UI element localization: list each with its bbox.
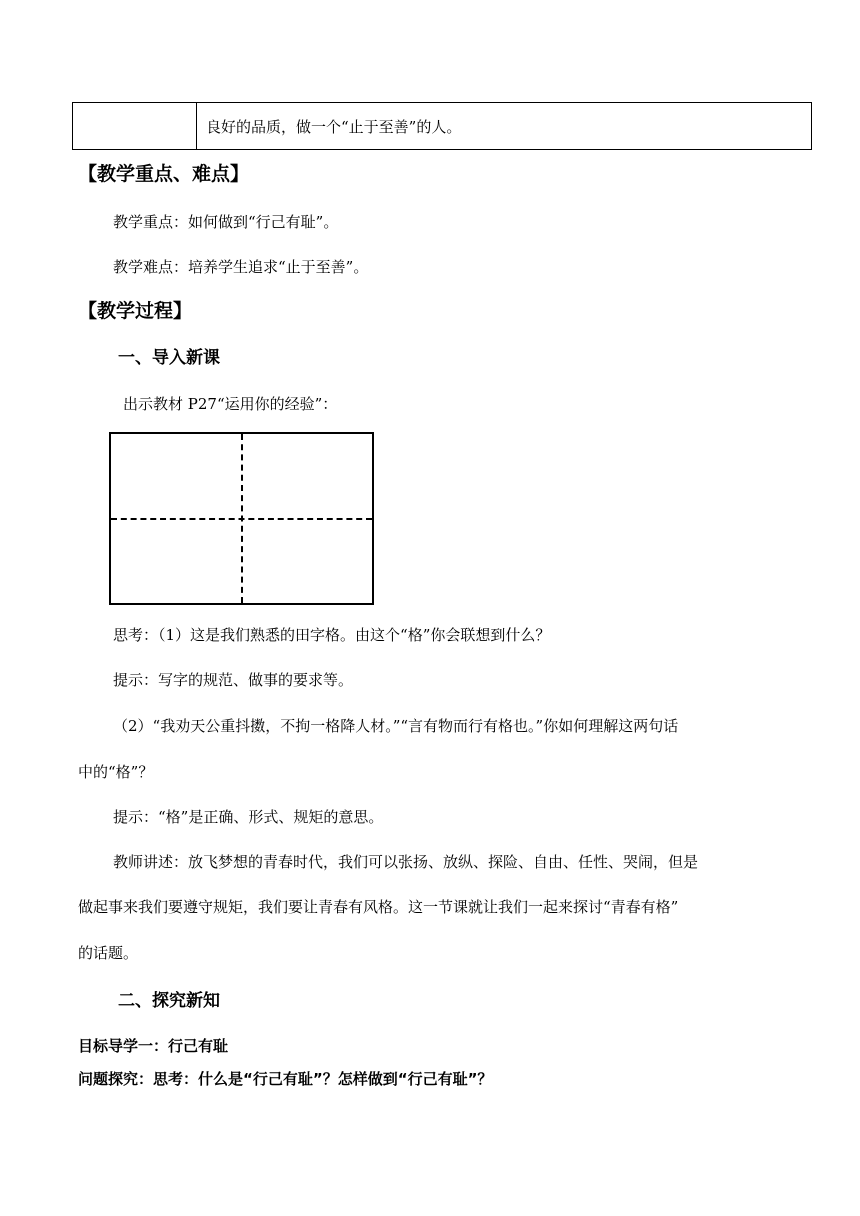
part1-intro: 出示教材 P27“运用你的经验”： — [123, 395, 338, 413]
hint-2: 提示：“格”是正确、形式、规矩的意思。 — [113, 808, 384, 826]
section-heading-focus: 【教学重点、难点】 — [78, 163, 250, 185]
think-question-1: 思考：（1）这是我们熟悉的田字格。由这个“格”你会联想到什么？ — [113, 626, 551, 644]
think-question-2-line2: 中的“格”？ — [78, 763, 154, 781]
table-content-cell: 良好的品质，做一个“止于至善”的人。 — [206, 118, 462, 136]
info-table — [72, 102, 812, 150]
teacher-narration-line2: 做起事来我们要遵守规矩，我们要让青春有风格。这一节课就让我们一起来探讨“青春有格” — [78, 898, 679, 916]
tianzige-grid-figure — [109, 432, 374, 605]
key-point-text: 教学重点：如何做到“行己有耻”。 — [113, 213, 339, 231]
table-label-cell — [73, 103, 197, 149]
teacher-narration-line3: 的话题。 — [78, 944, 139, 962]
section-heading-process: 【教学过程】 — [78, 300, 193, 322]
think-question-2-line1: （2）“我劝天公重抖擞，不拘一格降人材。”“言有物而行有格也。”你如何理解这两句话 — [113, 717, 679, 735]
part2-title: 二、探究新知 — [118, 991, 220, 1011]
teacher-narration-line1: 教师讲述：放飞梦想的青春时代，我们可以张扬、放纵、探险、自由、任性、哭闹，但是 — [113, 853, 699, 871]
goal-guide-1: 目标导学一：行己有耻 — [78, 1037, 229, 1055]
part1-title: 一、导入新课 — [118, 348, 220, 368]
hint-1: 提示：写字的规范、做事的要求等。 — [113, 671, 354, 689]
difficult-point-text: 教学难点：培养学生追求“止于至善”。 — [113, 258, 369, 276]
question-exploration: 问题探究：思考：什么是“行己有耻”？怎样做到“行己有耻”？ — [78, 1070, 493, 1088]
grid-horizontal-dashed-line — [111, 518, 372, 520]
